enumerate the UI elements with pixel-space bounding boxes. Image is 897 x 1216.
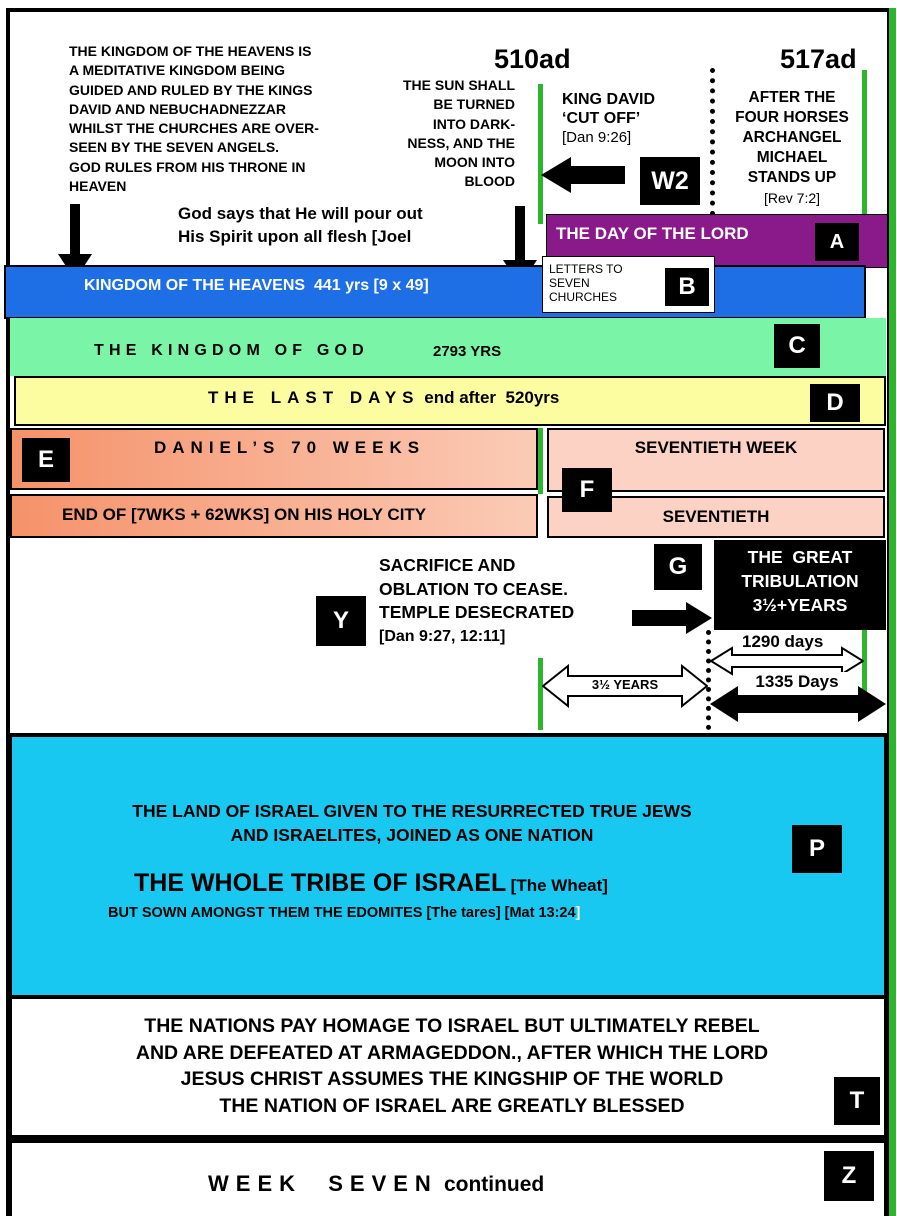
sun-moon-text xyxy=(370,76,515,192)
last-days-bar xyxy=(14,376,886,426)
king-david-text xyxy=(562,90,692,147)
nations-line: THE NATION OF ISRAEL ARE GREATLY BLESSED xyxy=(219,1094,685,1117)
badge-t: T xyxy=(834,1077,880,1125)
badge-d: D xyxy=(810,384,860,422)
badge-b: B xyxy=(665,268,709,306)
last-days-name: THE LAST DAYS xyxy=(208,388,420,407)
whole-tribe-tag: [The Wheat] xyxy=(510,876,608,895)
four-horses-line: ARCHANGEL xyxy=(742,129,842,146)
kingdom-heavens-label: KINGDOM OF THE HEAVENS 441 yrs [9 x 49] xyxy=(84,277,429,294)
years-label: 3½ YEARS xyxy=(591,677,659,692)
end-of-weeks-label: END OF [7WKS + 62WKS] ON HIS HOLY CITY xyxy=(62,505,427,524)
kingdom-god-years: 2793 YRS xyxy=(433,343,502,360)
four-horses-line: MICHAEL xyxy=(756,149,828,166)
nations-text xyxy=(0,1013,897,1119)
sacrifice-line: TEMPLE DESECRATED xyxy=(379,602,575,622)
letters-box xyxy=(542,256,715,313)
tribulation-line: THE GREAT xyxy=(747,547,853,567)
top-left-line: DAVID AND NEBUCHADNEZZAR xyxy=(69,100,286,117)
top-left-text xyxy=(69,42,399,196)
israel-panel xyxy=(8,733,888,999)
sun-line: INTO DARK- xyxy=(432,115,515,132)
last-days-suffix: end after 520yrs xyxy=(424,388,560,407)
sacrifice-line: SACRIFICE AND xyxy=(379,555,516,575)
daniel-70-label: DANIEL’S 70 WEEKS xyxy=(154,438,426,457)
spirit-line: His Spirit upon all flesh [Joel xyxy=(178,227,412,246)
four-horses-line: FOUR HORSES xyxy=(735,109,849,126)
whole-tribe-heading xyxy=(134,869,608,898)
badge-p: P xyxy=(792,825,842,873)
top-left-line: A MEDITATIVE KINGDOM BEING xyxy=(69,62,285,79)
israel-land-line: THE LAND OF ISRAEL GIVEN TO THE RESURRECTED TRUE JEWS xyxy=(132,801,692,821)
king-david-line2: ‘CUT OFF’ xyxy=(562,110,641,127)
right-arrow-icon xyxy=(632,602,712,634)
green-line-517-top xyxy=(862,70,867,216)
seventieth-week-label: SEVENTIETH WEEK xyxy=(634,438,798,457)
badge-g: G xyxy=(654,544,702,590)
green-line-510-mid xyxy=(538,428,543,494)
great-tribulation-box xyxy=(714,540,886,630)
nations-line: AND ARE DEFEATED AT ARMAGEDDON., AFTER WHICH THE LORD xyxy=(135,1041,769,1064)
kingdom-god-bar xyxy=(10,318,886,376)
spirit-text xyxy=(178,202,508,248)
day-of-lord-label: THE DAY OF THE LORD xyxy=(556,224,749,243)
week-seven-rest: continued xyxy=(443,1173,545,1196)
sun-line: NESS, AND THE xyxy=(407,134,515,151)
king-david-line1: KING DAVID xyxy=(562,91,656,108)
badge-w2: W2 xyxy=(640,157,700,205)
sun-line: MOON INTO xyxy=(434,154,515,171)
edomites-text xyxy=(108,905,580,921)
green-line-510-top xyxy=(538,84,543,224)
sun-line: THE SUN SHALL xyxy=(403,77,515,93)
badge-f: F xyxy=(562,468,612,512)
nations-line: THE NATIONS PAY HOMAGE TO ISRAEL BUT ULTIMATELY REBEL xyxy=(144,1015,760,1037)
badge-e: E xyxy=(22,438,70,482)
week-seven-panel xyxy=(8,1139,888,1216)
edomites-close: ] xyxy=(575,905,581,921)
kingdom-heavens-bar xyxy=(4,265,866,319)
week-seven-label xyxy=(208,1171,544,1197)
left-arrow-icon xyxy=(541,157,625,193)
tribulation-line: 3½+YEARS xyxy=(752,595,848,615)
week-seven-spaced: WEEK SEVEN xyxy=(208,1171,438,1196)
four-horses-text xyxy=(722,88,862,208)
four-horses-line: STANDS UP xyxy=(747,169,837,186)
nations-line: JESUS CHRIST ASSUMES THE KINGSHIP OF THE WORLD xyxy=(180,1068,724,1090)
letters-line: CHURCHES xyxy=(549,290,618,304)
kingdom-god-label: THE KINGDOM OF GOD xyxy=(94,342,369,359)
israel-land-line: AND ISRAELITES, JOINED AS ONE NATION xyxy=(230,825,594,845)
year-517-label: 517ad xyxy=(780,44,857,74)
nations-panel xyxy=(8,999,888,1139)
sacrifice-ref: [Dan 9:27, 12:11] xyxy=(379,627,506,645)
seventieth-label: SEVENTIETH xyxy=(662,507,770,526)
top-left-line: SEEN BY THE SEVEN ANGELS. xyxy=(69,139,280,156)
king-david-ref: [Dan 9:26] xyxy=(562,129,632,146)
top-left-line: GOD RULES FROM HIS THRONE IN xyxy=(69,158,306,175)
year-510-label: 510ad xyxy=(494,44,571,74)
letters-text xyxy=(549,262,623,304)
letters-line: SEVEN xyxy=(549,276,590,290)
four-horses-ref: [Rev 7:2] xyxy=(763,190,821,206)
letters-line: LETTERS TO xyxy=(549,262,623,276)
daniel-70-bar xyxy=(10,428,538,490)
sun-line: BLOOD xyxy=(464,173,515,190)
top-left-line: HEAVEN xyxy=(69,178,127,195)
top-left-line: GUIDED AND RULED BY THE KINGS xyxy=(69,81,313,98)
days-1335-label: 1335 Days xyxy=(738,672,856,694)
top-left-line: WHILST THE CHURCHES ARE OVER- xyxy=(69,120,319,137)
badge-y: Y xyxy=(316,596,366,646)
badge-a: A xyxy=(815,223,859,261)
edomites-main: BUT SOWN AMONGST THEM THE EDOMITES [The tares] [Mat 13:24 xyxy=(108,905,576,921)
four-horses-line: AFTER THE xyxy=(748,89,836,106)
dotted-divider-top xyxy=(710,68,715,216)
sacrifice-line: OBLATION TO CEASE. xyxy=(379,578,568,599)
tribulation-line: TRIBULATION xyxy=(741,571,859,591)
whole-tribe-main: THE WHOLE TRIBE OF ISRAEL xyxy=(134,869,507,897)
spirit-line: God says that He will pour out xyxy=(178,204,423,223)
top-left-line: THE KINGDOM OF THE HEAVENS IS xyxy=(69,43,312,59)
sun-line: BE TURNED xyxy=(433,96,515,113)
badge-z: Z xyxy=(824,1151,874,1201)
days-1290-label: 1290 days xyxy=(742,632,824,651)
badge-c: C xyxy=(774,324,820,368)
israel-land-text xyxy=(12,799,812,847)
last-days-label xyxy=(208,388,559,408)
end-of-weeks-bar xyxy=(10,494,538,538)
